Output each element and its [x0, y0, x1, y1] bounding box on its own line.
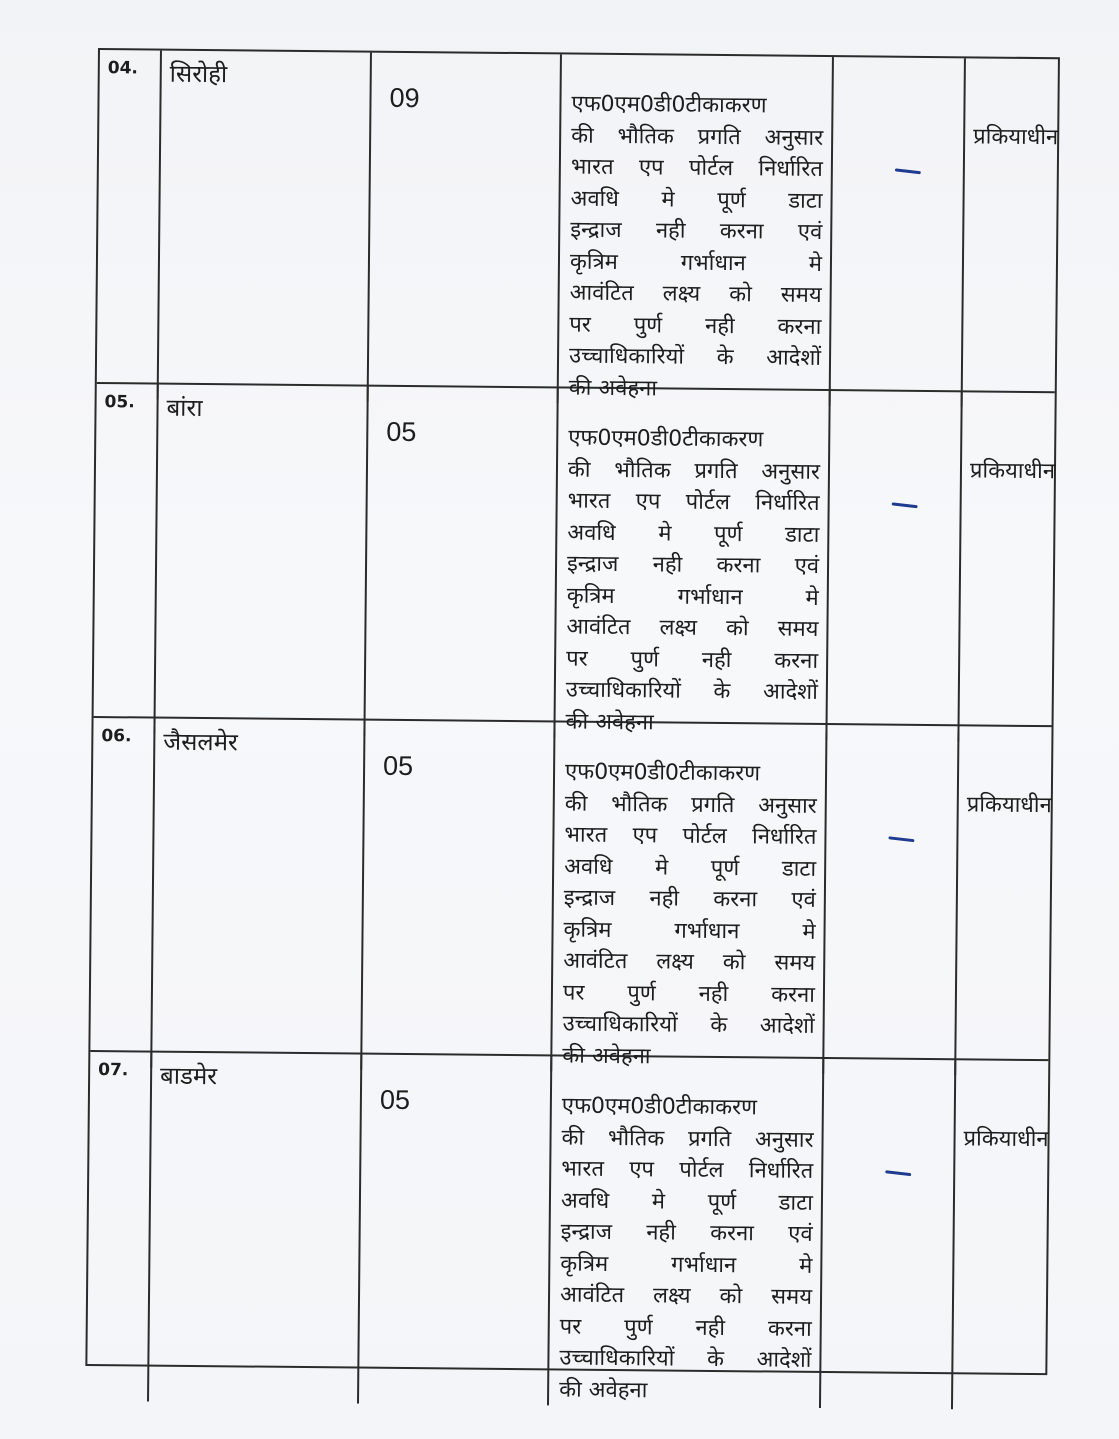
status-text: प्रकियाधीन	[973, 124, 1059, 151]
description-line: कृत्रिम गर्भाधान मे	[563, 917, 816, 945]
description-line: एफ0एम0डी0टीकाकरण	[568, 425, 764, 453]
description-line: उच्चाधिकारियों के आदेशों	[559, 1345, 812, 1373]
description-line: एफ0एम0डी0टीकाकरण	[564, 759, 761, 787]
description-line: की अवेहना	[568, 375, 658, 401]
description-line: उच्चाधिकारियों के आदेशों	[565, 677, 818, 705]
description-line: कृत्रिम गर्भाधान मे	[569, 249, 823, 277]
count-value: 05	[359, 1055, 552, 1406]
description-line: अवधि मे पूर्ण डाटा	[560, 1187, 814, 1216]
description-line: इन्द्राज नही करना एवं	[563, 885, 816, 913]
description-line: इन्द्राज नही करना एवं	[560, 1219, 813, 1247]
description-line: पर पुर्ण नही करना	[559, 1313, 812, 1342]
description-cell	[549, 1056, 824, 1408]
remark-cell	[827, 391, 962, 741]
description-line: एफ0एम0डी0टीकाकरण	[561, 1093, 758, 1121]
description-line: अवधि मे पूर्ण डाटा	[567, 520, 820, 548]
remark-dash	[892, 502, 918, 508]
remark-cell	[831, 57, 966, 407]
district-name: बांरा	[155, 385, 368, 736]
count-value: 05	[365, 387, 558, 738]
description-line: की अवेहना	[562, 1043, 651, 1069]
description-line: एफ0एम0डी0टीकाकरण	[571, 91, 767, 119]
remark-cell	[821, 1059, 956, 1409]
description-cell	[552, 722, 827, 1074]
description-line: इन्द्राज नही करना एवं	[566, 551, 820, 579]
description-line: की अवेहना	[565, 709, 654, 735]
description-line: पर पुर्ण नही करना	[562, 980, 816, 1008]
description-line: आवंटित लक्ष्य को समय	[563, 948, 816, 976]
description-line: भारत एप पोर्टल निर्धारित	[561, 1156, 814, 1184]
status-text: प्रकियाधीन	[963, 1126, 1049, 1153]
description-line: भारत एप पोर्टल निर्धारित	[567, 488, 820, 516]
table-row	[94, 384, 1056, 735]
description-line: कृत्रिम गर्भाधान मे	[566, 583, 819, 611]
serial-number: 06.	[90, 718, 155, 1068]
description-line: की भौतिक प्रगति अनुसार	[567, 457, 821, 485]
description-line: की अवेहना	[559, 1376, 648, 1403]
remark-dash	[888, 836, 914, 842]
description-line: आवंटित लक्ष्य को समय	[569, 280, 822, 308]
district-name: जैसलमेर	[152, 719, 365, 1070]
description-line: इन्द्राज नही करना एवं	[570, 217, 823, 245]
description-line: भारत एप पोर्टल निर्धारित	[570, 154, 823, 182]
description-line: की भौतिक प्रगति अनुसार	[564, 791, 817, 819]
remark-dash	[885, 1170, 911, 1176]
district-table	[85, 48, 1060, 1403]
description-line: आवंटित लक्ष्य को समय	[559, 1282, 813, 1310]
remark-dash	[895, 168, 921, 174]
description-line: उच्चाधिकारियों के आदेशों	[568, 343, 822, 371]
serial-number: 04.	[97, 50, 162, 400]
status-text: प्रकियाधीन	[969, 458, 1056, 485]
district-name: बाडमेर	[149, 1053, 362, 1404]
serial-number: 07.	[87, 1052, 152, 1402]
table-row	[87, 1052, 1049, 1403]
description-line: आवंटित लक्ष्य को समय	[566, 614, 819, 642]
table-row	[97, 50, 1059, 401]
count-value: 09	[369, 53, 562, 404]
description-cell	[559, 54, 834, 406]
table-row	[90, 718, 1052, 1069]
district-name: सिरोही	[159, 51, 372, 402]
remark-cell	[824, 725, 959, 1075]
status-text: प्रकियाधीन	[966, 792, 1052, 819]
description-line: पर पुर्ण नही करना	[569, 312, 822, 340]
description-line: भारत एप पोर्टल निर्धारित	[564, 822, 817, 850]
description-line: अवधि मे पूर्ण डाटा	[564, 854, 817, 882]
description-line: उच्चाधिकारियों के आदेशों	[562, 1011, 815, 1039]
description-line: की भौतिक प्रगति अनुसार	[571, 123, 824, 151]
description-line: की भौतिक प्रगति अनुसार	[561, 1125, 814, 1153]
serial-number: 05.	[93, 384, 158, 734]
description-line: अवधि मे पूर्ण डाटा	[570, 186, 823, 214]
description-line: कृत्रिम गर्भाधान मे	[560, 1250, 813, 1279]
count-value: 05	[362, 721, 555, 1072]
description-cell	[555, 388, 830, 740]
description-line: पर पुर्ण नही करना	[566, 646, 819, 674]
